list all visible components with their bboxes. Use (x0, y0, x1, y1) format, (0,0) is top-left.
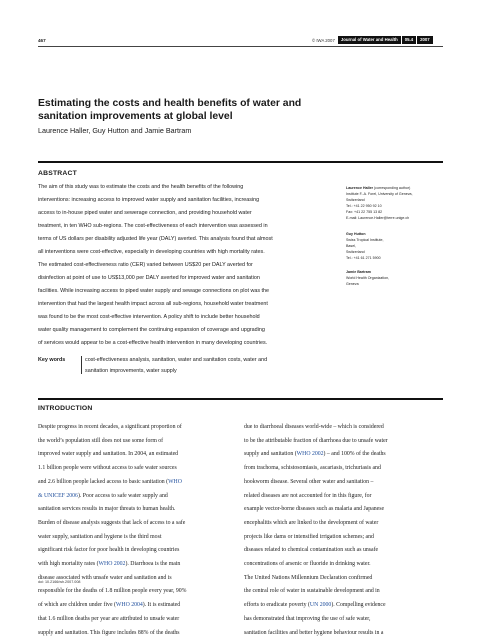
affiliation-line: Switzerland (346, 198, 365, 202)
body-text-line (38, 465, 177, 471)
body-text-line (244, 424, 384, 430)
body-text: supply and sanitation. This figure includes 88% of the deaths (38, 629, 180, 636)
body-text: responsible for the deaths of 1.8 million people every year, 90% (38, 588, 187, 595)
body-text: water supply, sanitation and hygiene is the third most (38, 533, 162, 540)
body-text-line (244, 602, 386, 608)
body-text: due to diarrhoeal diseases world-wide – which is considered (244, 424, 384, 430)
body-text: improved water supply and sanitation. In 2004, an estimated (38, 451, 179, 458)
abstract-line: was found to be the most cost-effective intervention. A policy shift to include better household (38, 314, 260, 320)
body-text: The United Nations Millennium Declaration confirmed (244, 574, 373, 581)
body-text-line (244, 438, 388, 444)
citation-link[interactable]: WHO 2002 (296, 451, 324, 458)
body-text: Despite progress in recent decades, a significant proportion of (38, 424, 182, 430)
body-text-line (244, 520, 378, 526)
keywords-line: cost-effectiveness analysis, sanitation, water and sanitation costs, water and (85, 357, 268, 363)
journal-header (312, 36, 433, 44)
page-number: 467 (38, 38, 46, 43)
abstract-line: intervention that had the largest health impact across all sub-regions, household water treatment (38, 301, 268, 307)
affiliation-line: Fax: +41 22 755 13 82 (346, 210, 383, 214)
body-text: diseases related to chemical contamination such as unsafe (244, 547, 379, 554)
volume-issue: 05.4 (401, 36, 416, 44)
body-text: encephalitis which are linked to the development of water (244, 519, 379, 526)
citation-link[interactable]: WHO 2004 (115, 602, 143, 609)
abstract-line: water quality management to complement the continuing expansion of coverage and upgrading (38, 327, 265, 333)
title-line: Estimating the costs and health benefits of water and (38, 98, 302, 109)
abstract-line: terms of US dollars per disability adjusted life year (DALY) averted. This analysis found that almost (38, 236, 273, 242)
affiliation-name: Laurence Haller (corresponding author) (346, 186, 411, 190)
abstract-line: The estimated cost-effectiveness ratio (CER) varied between US$20 per DALY averted for (38, 262, 253, 268)
doi: doi: 10.2166/wh.2007.008 (38, 580, 81, 584)
keywords-line: sanitation improvements, water supply (85, 368, 177, 374)
body-text: from trachoma, schistosomiasis, ascariasis, trichuriasis and (244, 465, 381, 472)
body-text: significant risk factor for poor health in developing countries (38, 547, 180, 554)
affiliation-line: Tel.: +41 22 950 92 10 (346, 204, 382, 208)
body-text-line (38, 438, 163, 444)
body-text: disease associated with unsafe water and sanitation and is (38, 574, 172, 581)
body-text-line (38, 588, 187, 594)
body-text-line (244, 588, 380, 594)
body-text-line (244, 575, 372, 581)
body-text: ). Compelling evidence (331, 602, 386, 609)
body-text: the central role of water in sustainable development and in (244, 588, 380, 595)
body-text-line (244, 479, 373, 485)
affiliation-line: World Health Organization, (346, 276, 390, 280)
body-text-line (244, 451, 386, 457)
body-text: related diseases are not accounted for in this figure, for (244, 492, 372, 499)
abstract-line: The aim of this study was to estimate the costs and the health benefits of the following (38, 184, 244, 190)
body-text: of which are children under five ( (38, 602, 116, 609)
body-text-line (38, 630, 180, 636)
body-text: hookworm disease. Several other water and sanitation – (244, 478, 374, 485)
body-text: ) – and 100% of the deaths (323, 451, 386, 458)
body-text-line (38, 493, 168, 499)
abstract-line: disinfection at point of use to US$13,000 per DALY averted for improved water and sanitation (38, 275, 260, 281)
affiliation-line: Geneva (346, 282, 359, 286)
introduction-heading: INTRODUCTION (38, 405, 93, 412)
body-text-line (244, 506, 384, 512)
affiliation-line: Tel.: +41 61 271 5900 (346, 256, 381, 260)
body-text-line (38, 424, 182, 430)
body-text: that 1.6 million deaths per year are attributed to unsafe water (38, 615, 180, 622)
body-text-line (38, 451, 178, 457)
keywords-divider (81, 356, 82, 374)
journal-name: Journal of Water and Health (338, 36, 401, 44)
affiliation-email: E-mail: Laurence.Haller@terre.unige.ch (346, 216, 410, 220)
body-text-line (244, 547, 378, 553)
body-text-line (38, 520, 185, 526)
body-text: 1.1 billion people were without access to safe water sources (38, 465, 177, 472)
body-text-line (38, 479, 182, 485)
body-text-line (244, 561, 371, 567)
abstract-line: access to in-house piped water and sewerage connection, and providing household water (38, 210, 252, 216)
body-text: to be the attributable fraction of diarrhoea due to unsafe water (244, 437, 388, 444)
abstract-rule (38, 161, 443, 163)
year: 2007 (416, 36, 433, 44)
body-text: the world’s population still does not use some form of (38, 437, 164, 444)
affiliation-name: Guy Hutton (346, 232, 366, 236)
body-text-line (244, 465, 381, 471)
body-text: sanitation services results in major threats to human health. (38, 506, 176, 513)
affiliation-line: Switzerland (346, 250, 365, 254)
abstract-line: of services would appear to be a cost-effective health intervention in many developing countries. (38, 340, 268, 346)
body-text: ). It is estimated (142, 602, 181, 609)
article-title (38, 97, 358, 123)
body-text-line (38, 506, 175, 512)
body-text: ). Diarrhoea is the main (125, 561, 181, 567)
body-text-line (244, 630, 383, 636)
body-text: projects like dams or intensified irrigation schemes; and (244, 533, 374, 540)
abstract-line: treatment, in ten WHO sub-regions. The cost-effectiveness of each intervention was assessed in (38, 223, 268, 229)
body-text-line (38, 547, 179, 553)
body-text: and 2.6 billion people lacked access to basic sanitation ( (38, 478, 169, 485)
citation-link[interactable]: WHO 2002 (98, 561, 126, 567)
title-line: sanitation improvements at global level (38, 111, 233, 122)
abstract-line: all interventions were cost-effective, especially in developing countries with high mortality rates. (38, 249, 265, 255)
abstract-line: facilities. While increasing access to piped water supply and sewage connections on plot was the (38, 288, 270, 294)
introduction-rule (38, 398, 443, 400)
body-text-line (244, 493, 371, 499)
body-text: supply and sanitation ( (244, 451, 297, 458)
citation-link[interactable]: UN 2000 (309, 602, 332, 609)
body-text: Burden of disease analysis suggests that lack of access to a safe (38, 519, 186, 526)
author-list: Laurence Haller, Guy Hutton and Jamie Bartram (38, 126, 192, 135)
abstract-heading: ABSTRACT (38, 170, 77, 177)
body-text: sanitation facilities and better hygiene behaviour results in a (244, 629, 384, 636)
body-text: with high mortality rates ( (38, 561, 99, 567)
affiliation-line: Institute F.-A. Forel, University of Geneva, (346, 192, 413, 196)
body-text-line (38, 561, 180, 567)
body-text: efforts to eradicate poverty ( (244, 602, 310, 609)
body-text: ). Poor access to safe water supply and (77, 492, 168, 499)
body-text-line (38, 534, 161, 540)
body-text-line (244, 534, 374, 540)
body-text: example vector-borne diseases such as malaria and Japanese (244, 506, 385, 513)
body-text-line (38, 602, 180, 608)
body-text: concentrations of arsenic or fluoride in drinking water. (244, 561, 371, 567)
citation-link[interactable]: & UNICEF 2006 (38, 492, 78, 499)
abstract-line: interventions: increasing access to improved water supply and sanitation facilities, increasing (38, 197, 260, 203)
keywords-label: Key words (38, 357, 66, 363)
header-rule (38, 46, 443, 47)
citation-link[interactable]: WHO (168, 478, 182, 485)
affiliation-name: Jamie Bartram (346, 270, 371, 274)
affiliation-line: Basel, (346, 244, 356, 248)
affiliation-line: Swiss Tropical Institute, (346, 238, 384, 242)
copyright-notice: © IWA 2007 (312, 37, 335, 43)
body-text: has demonstrated that improving the use of safe water, (244, 615, 371, 622)
